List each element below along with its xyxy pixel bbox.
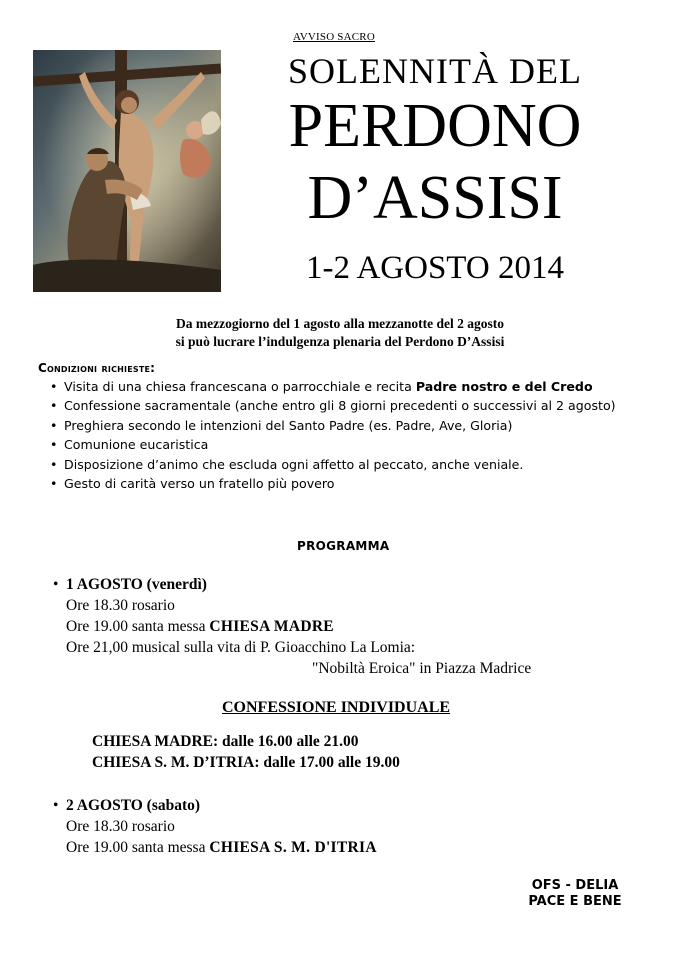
day2-section — [53, 795, 377, 858]
day1-line-1: Ore 18.30 rosario — [66, 597, 175, 614]
day1-line-2: Ore 19.00 santa messa CHIESA MADRE — [66, 618, 334, 635]
confession-line-2: CHIESA S. M. D’ITRIA: dalle 17.00 alle 19.00 — [92, 754, 400, 771]
bullet-icon: • — [53, 797, 59, 814]
confession-line-1: CHIESA MADRE: dalle 16.00 alle 21.00 — [92, 733, 359, 750]
notice-label: AVVISO SACRO — [293, 31, 375, 43]
confession-heading: CONFESSIONE INDIVIDUALE — [222, 699, 451, 716]
day1-line-4: "Nobiltà Eroica" in Piazza Madrice — [312, 660, 532, 677]
footer-line-2: PACE E BENE — [528, 894, 622, 909]
day2-heading: 2 AGOSTO (sabato) — [66, 797, 201, 814]
day1-line-3: Ore 21,00 musical sulla vita di P. Gioacchino La Lomia: — [66, 639, 416, 656]
title-line-2: PERDONO — [288, 92, 582, 160]
footer-line-1: OFS - DELIA — [531, 878, 619, 893]
condition-item: • Confessione sacramentale (anche entro gli 8 giorni precedenti o successivi al 2 agosto) — [50, 396, 616, 415]
title-line-1: SOLENNITÀ DEL — [288, 51, 582, 91]
title-line-3: D’ASSISI — [307, 164, 563, 232]
condition-item: • Comunione eucaristica — [50, 435, 616, 454]
intro-line-1: Da mezzogiorno del 1 agosto alla mezzanotte del 2 agosto — [175, 316, 505, 331]
event-date: 1-2 AGOSTO 2014 — [306, 250, 564, 286]
footer-signature — [515, 878, 635, 910]
day2-line-1: Ore 18.30 rosario — [66, 818, 175, 835]
day2-line-2: Ore 19.00 santa messa CHIESA S. M. D'ITRIA — [66, 839, 377, 856]
intro-text — [120, 315, 560, 351]
intro-line-2: si può lucrare l’indulgenza plenaria del Perdono D’Assisi — [175, 334, 505, 349]
conditions-list — [50, 377, 616, 493]
bullet-icon: • — [53, 576, 59, 593]
condition-item: • Gesto di carità verso un fratello più povero — [50, 474, 616, 493]
program-heading: PROGRAMMA — [297, 539, 390, 553]
day1-section — [53, 574, 532, 679]
conditions-heading: Condizioni richieste: — [38, 361, 156, 375]
day1-heading: 1 AGOSTO (venerdì) — [66, 576, 207, 593]
condition-item: • Visita di una chiesa francescana o parrocchiale e recita Padre nostro e del Credo — [50, 377, 616, 396]
crucifixion-painting — [33, 50, 221, 292]
confession-list — [92, 731, 400, 773]
condition-item: • Disposizione d’animo che escluda ogni affetto al peccato, anche veniale. — [50, 455, 616, 474]
condition-item: • Preghiera secondo le intenzioni del Santo Padre (es. Padre, Ave, Gloria) — [50, 416, 616, 435]
